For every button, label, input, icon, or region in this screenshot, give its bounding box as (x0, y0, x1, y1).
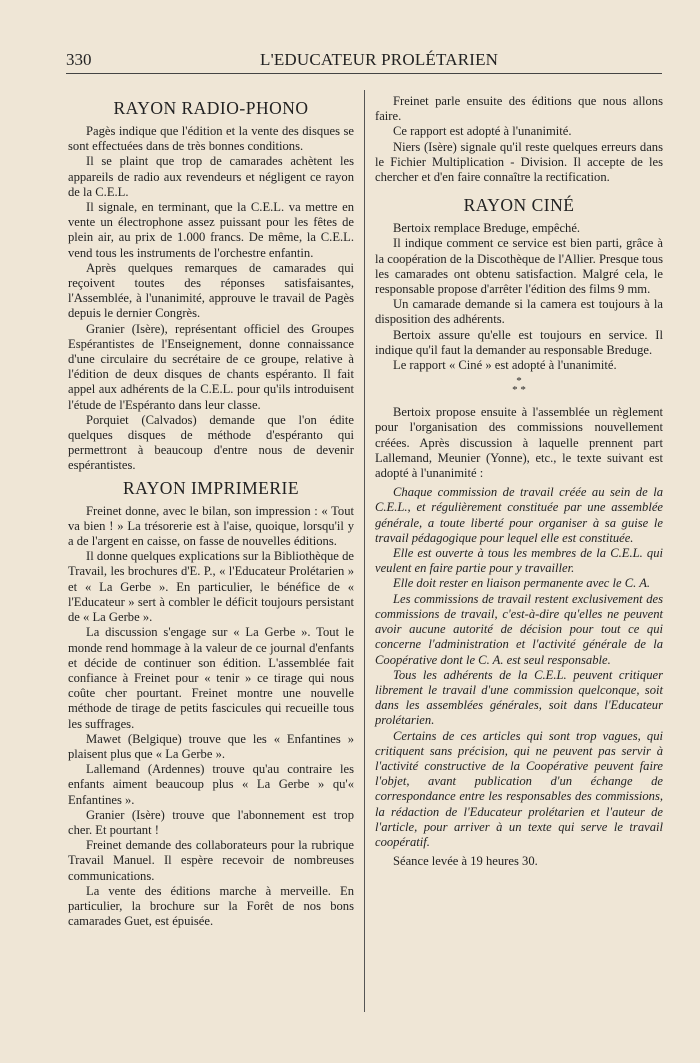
paragraph: Ce rapport est adopté à l'unanimité. (393, 124, 572, 139)
running-title: L'EDUCATEUR PROLÉTARIEN (260, 50, 499, 69)
closing-line: Séance levée à 19 heures 30. (393, 854, 538, 869)
reglement-article: Les commissions de travail restent exclusivement des commissions de travail, c'est-à-dire qu'elles ne peuvent avoir aucune autorité de décision pour tout ce qui concerne l'administration et l'activité générale de la Coopérative dont le C. A. est seul responsable. (375, 591, 663, 667)
paragraph: Mawet (Belgique) trouve que les « Enfantines » plaisent plus que « La Gerbe ». (68, 731, 354, 761)
asterism-bottom: * * (512, 384, 526, 397)
paragraph: Freinet parle ensuite des éditions que nous allons faire. (375, 94, 663, 124)
paragraph: Lallemand (Ardennes) trouve qu'au contraire les enfants aiment beaucoup plus « La Gerbe » qu'« Enfantines ». (68, 762, 354, 807)
paragraph: Après quelques remarques de camarades qui reçoivent toutes des réponses satisfaisantes, l'Assemblée, à l'unanimité, approuve le travail de Pagès depuis le dernier Congrès. (68, 260, 354, 321)
section-title-imprimerie: RAYON IMPRIMERIE (122, 477, 300, 498)
paragraph: Le rapport « Ciné » est adopté à l'unanimité. (393, 358, 617, 373)
paragraph: Freinet demande des collaborateurs pour la rubrique Travail Manuel. Il espère recevoir de nombreuses communications. (68, 838, 354, 883)
paragraph: Freinet donne, avec le bilan, son impression : « Tout va bien ! » La trésorerie est à l'aise, quoique, lorsqu'il y a de l'argent en caisse, on fasse de nouvelles éditions. (68, 503, 354, 549)
column-divider (364, 90, 365, 1012)
asterism-top: * (516, 375, 522, 388)
page-number: 330 (66, 50, 92, 69)
paragraph: Il signale, en terminant, que la C.E.L. va mettre en vente un électrophone assez puissant pour les fêtes de plein air, au prix de 1.000 francs. De même, la C.E.L. vend tous les instruments de l'orchestre enfantin. (68, 200, 354, 260)
reglement-article: Chaque commission de travail créée au sein de la C.E.L., et régulièrement constituée par une assemblée générale, a toute liberté pour organiser à sa guise le travail pédagogique pour lequel elle est constituée. (375, 485, 663, 545)
paragraph: Il indique comment ce service est bien parti, grâce à la coopération de la Discothèque de l'Allier. Presque tous les camarades ont obtenu satisfaction. Malgré cela, le responsable propose d'arrêter l'édition des films 9 mm. (375, 236, 663, 297)
paragraph: La discussion s'engage sur « La Gerbe ». Tout le monde rend hommage à la valeur de ce journal d'enfants et décide de continuer son édition. L'assemblée fait confiance à Freinet pour « tenir » ce tirage qui nous coûte cher pourtant. Freinet montre une nouvelle méthode de tirage de petits fascicules qui recueille tous les suffrages. (68, 625, 354, 731)
right-column (375, 94, 663, 869)
page-header (66, 48, 662, 74)
reglement-article: Tous les adhérents de la C.E.L. peuvent critiquer librement le travail d'une commission quelconque, soit dans les assemblées générales, soit dans l'Educateur prolétarien. (375, 667, 663, 728)
paragraph: Granier (Isère) trouve que l'abonnement est trop cher. Et pourtant ! (68, 807, 354, 837)
paragraph: Pagès indique que l'édition et la vente des disques se sont effectuées dans de très bonnes conditions. (68, 124, 354, 154)
section-title-cine: RAYON CINÉ (463, 195, 575, 216)
reglement-article: Elle est ouverte à tous les membres de la C.E.L. qui veulent en faire partie pour y travailler. (375, 546, 663, 576)
section-title-radio-phono: RAYON RADIO-PHONO (113, 98, 309, 118)
paragraph: Bertoix assure qu'elle est toujours en service. Il indique qu'il faut la demander au responsable Breduge. (375, 327, 663, 357)
paragraph: Bertoix propose ensuite à l'assemblée un règlement pour l'organisation des commissions nouvellement créées. Après discussion à laquelle prennent part Lallemand, Meunier (Yonne), etc., le texte suivant est adopté à l'unanimité : (375, 405, 663, 481)
reglement-article: Elle doit rester en liaison permanente avec le C. A. (393, 576, 651, 591)
paragraph: Porquiet (Calvados) demande que l'on édite quelques disques de méthode d'espéranto qui permettront à beaucoup d'entre nous de devenir espérantistes. (68, 412, 354, 473)
paragraph: Il donne quelques explications sur la Bibliothèque de Travail, les brochures d'E. P., « l'Educateur Prolétarien » et « La Gerbe ». En particulier, le bénéfice de « l'Educateur » sert à combler le déficit toujours persistant de « La Gerbe ». (68, 549, 354, 625)
paragraph: Niers (Isère) signale qu'il reste quelques erreurs dans le Fichier Multiplication - Division. Il accepte de les chercher et d'en faire connaître la rectification. (375, 139, 663, 185)
paragraph: Granier (Isère), représentant officiel des Groupes Espérantistes de l'Enseignement, donne connaissance d'une circulaire du secrétaire de ce groupe, relative à l'édition de deux disques de chants espéranto. Il fait appel aux adhérents de la C.E.L. pour qu'ils introduisent l'étude de l'Espéranto dans leur classe. (68, 321, 354, 412)
left-column (68, 94, 354, 929)
paragraph: La vente des éditions marche à merveille. En particulier, la brochure sur la Forêt de nos bons camarades Guet, est épuisée. (68, 883, 354, 929)
paragraph: Un camarade demande si la camera est toujours à la disposition des adhérents. (375, 297, 663, 327)
paragraph: Bertoix remplace Breduge, empêché. (393, 221, 581, 236)
reglement-article: Certains de ces articles qui sont trop vagues, qui critiquent sans précision, qui ne peuvent pas servir à l'activité constructive de la Coopérative peuvent faire l'objet, avant publication d'un échange de correspondance entre les responsables des commissions, la rédaction de l'Educateur prolétarien et l'auteur de l'article, pour arriver à un texte qui serve le travail coopératif. (375, 728, 663, 849)
asterism-separator (375, 377, 663, 395)
header-rule (66, 73, 662, 74)
paragraph: Il se plaint que trop de camarades achètent les appareils de radio aux revendeurs et négligent ce rayon de la C.E.L. (68, 154, 354, 199)
